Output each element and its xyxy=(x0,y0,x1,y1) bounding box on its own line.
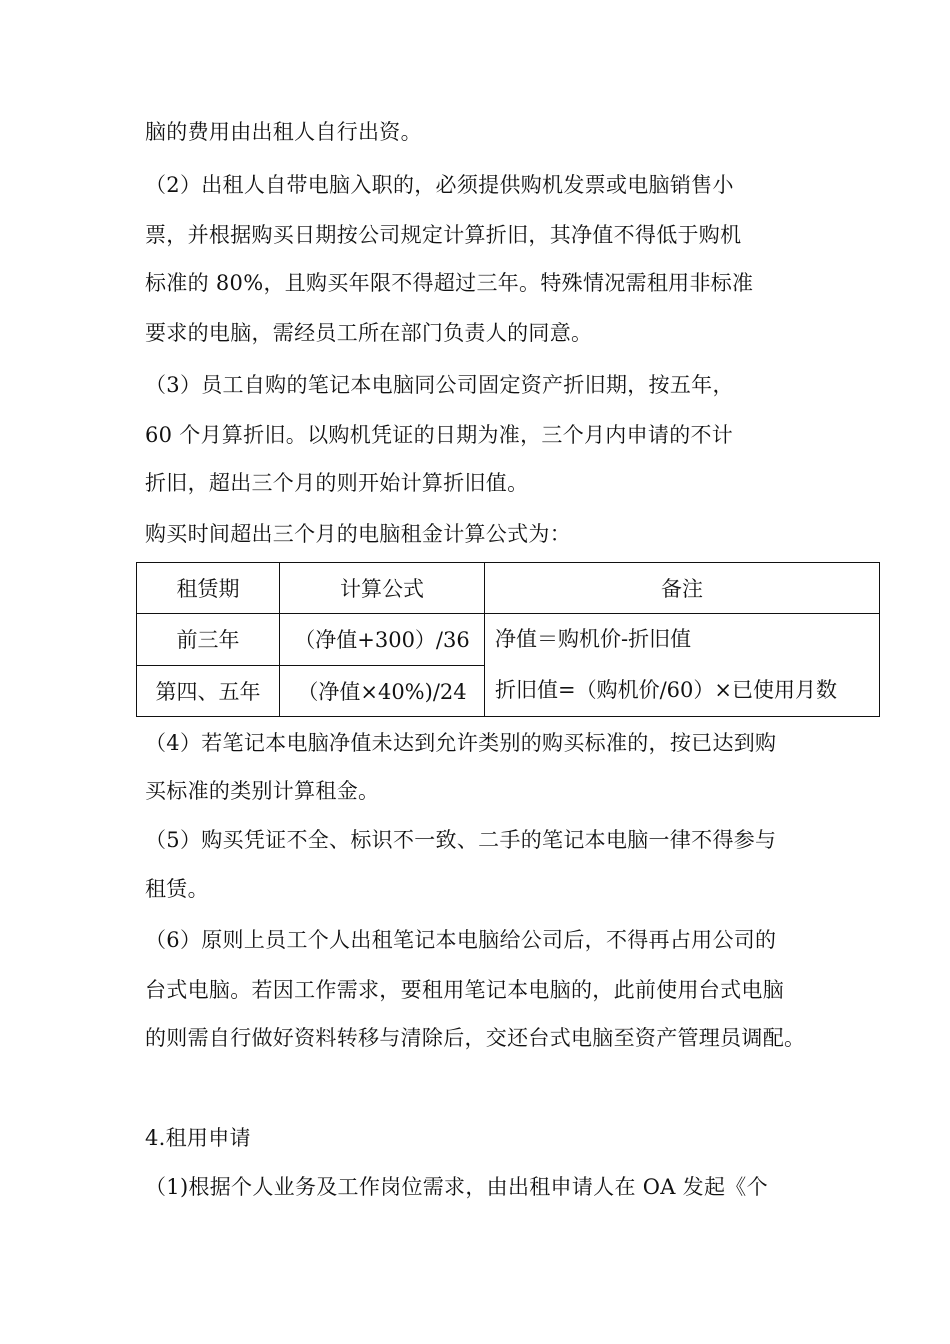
paragraph-line: 租赁。 xyxy=(145,877,209,901)
table-header-period: 租赁期 xyxy=(137,563,280,614)
section-heading: 4.租用申请 xyxy=(145,1126,251,1150)
paragraph-line: 要求的电脑，需经员工所在部门负责人的同意。 xyxy=(145,321,593,345)
table-header-note: 备注 xyxy=(485,563,880,614)
paragraph-line: 60 个月算折旧。以购机凭证的日期为准，三个月内申请的不计 xyxy=(145,423,734,447)
paragraph-line: 脑的费用由出租人自行出资。 xyxy=(145,120,422,144)
table-cell-period: 第四、五年 xyxy=(137,665,280,717)
rent-formula-table xyxy=(136,562,880,717)
paragraph-line: 买标准的类别计算租金。 xyxy=(145,779,380,803)
table-row xyxy=(137,614,880,666)
table-cell-period: 前三年 xyxy=(137,614,280,666)
table-header-formula: 计算公式 xyxy=(280,563,485,614)
note-line: 折旧值=（购机价/60）×已使用月数 xyxy=(495,678,837,702)
table-cell-formula: （净值+300）/36 xyxy=(280,614,485,666)
note-line: 净值＝购机价-折旧值 xyxy=(495,627,692,651)
paragraph-line: 标准的 80%，且购买年限不得超过三年。特殊情况需租用非标准 xyxy=(145,271,754,295)
table-cell-note xyxy=(485,614,880,717)
paragraph-line: 折旧，超出三个月的则开始计算折旧值。 xyxy=(145,471,529,495)
paragraph-line: 的则需自行做好资料转移与清除后，交还台式电脑至资产管理员调配。 xyxy=(145,1026,806,1050)
paragraph-line: （4）若笔记本电脑净值未达到允许类别的购买标准的，按已达到购 xyxy=(145,731,777,755)
paragraph-line: （6）原则上员工个人出租笔记本电脑给公司后，不得再占用公司的 xyxy=(145,928,777,952)
paragraph-line: 台式电脑。若因工作需求，要租用笔记本电脑的，此前使用台式电脑 xyxy=(145,978,784,1002)
table-cell-formula: （净值×40%)/24 xyxy=(280,665,485,717)
paragraph-line: （5）购买凭证不全、标识不一致、二手的笔记本电脑一律不得参与 xyxy=(145,828,777,852)
paragraph-line: 票，并根据购买日期按公司规定计算折旧，其净值不得低于购机 xyxy=(145,223,742,247)
paragraph-line: （3）员工自购的笔记本电脑同公司固定资产折旧期，按五年， xyxy=(145,373,734,397)
table-header-row xyxy=(137,563,880,614)
paragraph-line: （1)根据个人业务及工作岗位需求，由出租申请人在 OA 发起《个 xyxy=(145,1175,768,1199)
paragraph-line: （2）出租人自带电脑入职的，必须提供购机发票或电脑销售小 xyxy=(145,173,734,197)
table-intro-line: 购买时间超出三个月的电脑租金计算公式为： xyxy=(145,522,571,546)
